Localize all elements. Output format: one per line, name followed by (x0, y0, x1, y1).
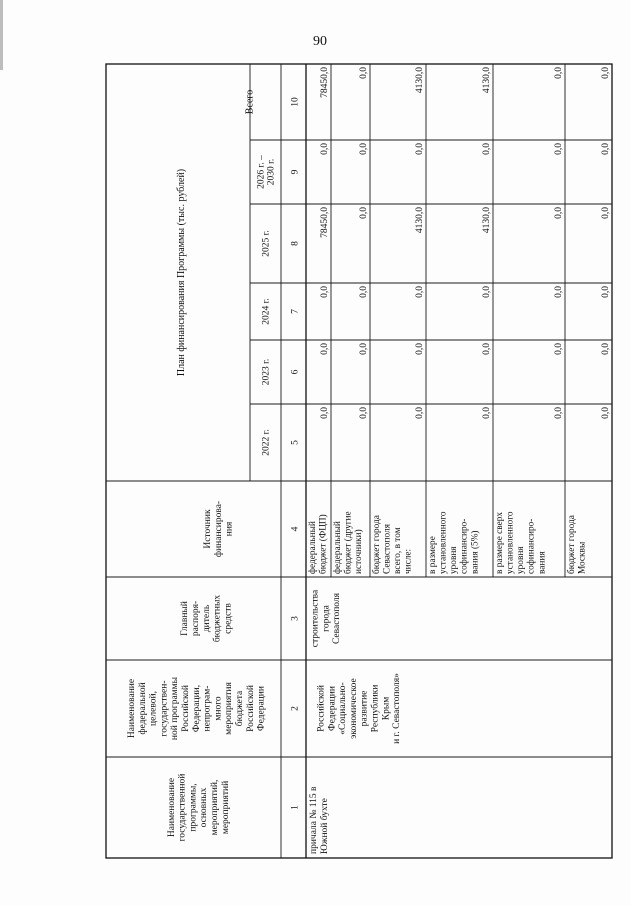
row-label-col1-line: Южной бухте (319, 798, 330, 854)
row-4-value-7: 0,0 (554, 286, 564, 298)
header-col1-line: мероприятий (220, 780, 231, 835)
column-number-10: 10 (290, 97, 301, 107)
header-col2-line: Федерации (256, 686, 267, 731)
header-col1-line: программы, (188, 783, 199, 832)
row-1-value-7: 0,0 (359, 286, 369, 298)
header-col3-line: средств (223, 603, 234, 634)
header-col1-line: основных (199, 787, 210, 828)
header-year-2022: 2022 г. (261, 429, 272, 456)
header-col2-line: ной программы (170, 676, 181, 741)
row-2-source-line: бюджет города (371, 515, 382, 574)
row-3-source-line: в размере (427, 536, 438, 574)
column-number-8: 8 (290, 241, 301, 246)
column-number-6: 6 (290, 369, 301, 375)
header-col4 (203, 501, 235, 557)
row-label-col2-line: Республики (370, 684, 381, 733)
row-label-col1 (309, 786, 330, 854)
row-label-col3-line: Севастополя (332, 592, 343, 645)
row-4-source-line: вания (537, 551, 548, 574)
row-4-source-line: софинансиро- (526, 518, 537, 574)
row-0-source-line: федеральный (307, 521, 318, 574)
row-0-value-7: 0,0 (320, 286, 330, 298)
row-label-col2 (316, 673, 403, 744)
header-col3-line: распоря- (191, 600, 202, 637)
header-year-2024: 2024 г. (261, 298, 272, 325)
row-2-source-line: числе: (403, 548, 414, 574)
row-1-value-10: 0,0 (359, 67, 369, 79)
row-5-value-8: 0,0 (601, 207, 611, 219)
row-5-value-9: 0,0 (601, 143, 611, 155)
row-label-col2-line: и г. Севастополя» (392, 673, 403, 744)
row-3-value-10: 4130,0 (482, 67, 492, 94)
column-number-9: 9 (290, 169, 301, 175)
row-0-value-5: 0,0 (320, 407, 330, 419)
row-0-value-10: 78450,0 (320, 67, 330, 98)
header-col1-line: мероприятий, (210, 779, 221, 836)
row-2-value-7: 0,0 (415, 286, 425, 298)
row-4-source-line: уровня (516, 546, 527, 574)
row-2-source-line: всего, в том (393, 527, 404, 574)
header-col3-line: бюджетных (212, 594, 223, 643)
row-3-source-line: софинансиро- (459, 518, 470, 574)
header-col2 (127, 676, 267, 740)
header-col4-line: ния (224, 521, 235, 537)
row-1-value-6: 0,0 (359, 343, 369, 355)
row-2-value-5: 0,0 (415, 407, 425, 419)
header-col2-line: непрограм- (202, 685, 213, 732)
row-1-value-8: 0,0 (359, 207, 369, 219)
row-3-value-6: 0,0 (482, 343, 492, 355)
row-0-value-6: 0,0 (320, 343, 330, 355)
row-5-value-6: 0,0 (601, 343, 611, 355)
header-col2-line: целевой, (148, 691, 159, 726)
row-3-source-line: установленного (438, 511, 449, 574)
header-col2-line: бюджета (235, 690, 246, 727)
row-4-value-6: 0,0 (554, 343, 564, 355)
row-4-value-9: 0,0 (554, 143, 564, 155)
row-4-value-8: 0,0 (554, 207, 564, 219)
row-3-value-7: 0,0 (482, 286, 492, 298)
header-year-2026-2030 (257, 155, 277, 189)
row-4-value-10: 0,0 (554, 67, 564, 79)
row-0-source (307, 514, 329, 574)
row-3-source-line: уровня (449, 546, 460, 574)
row-1-value-5: 0,0 (359, 407, 369, 419)
row-5-source (566, 515, 588, 574)
row-1-source-line: источники) (354, 529, 365, 574)
row-5-value-10: 0,0 (601, 67, 611, 79)
row-label-col2-line: экономическое (348, 678, 359, 739)
column-number-4: 4 (290, 526, 301, 532)
header-plan-title: План финансирования Программы (тыс. рублей) (176, 168, 187, 377)
header-col1-line: государственной (177, 773, 188, 842)
column-number-5: 5 (290, 440, 301, 445)
header-col3-line: дитель (201, 604, 212, 633)
column-number-1: 1 (290, 805, 301, 810)
row-4-source-line: установленного (505, 511, 516, 574)
row-3-source-line: вания (5%) (470, 530, 481, 574)
header-year-2026-2030-line: 2030 г. (266, 158, 277, 186)
header-year-2026-2030-line: 2026 г. – (256, 155, 267, 189)
column-number-2: 2 (290, 706, 301, 711)
header-col1-line: Наименование (166, 777, 177, 838)
column-number-3: 3 (290, 616, 301, 621)
header-col2-line: Российской (245, 685, 256, 732)
header-total: Всего (244, 89, 256, 115)
header-col2-line: государствен- (159, 680, 170, 737)
row-2-value-6: 0,0 (415, 343, 425, 355)
row-2-source (371, 515, 414, 574)
row-4-value-5: 0,0 (554, 407, 564, 419)
header-col1 (167, 774, 231, 842)
header-col2-line: мероприятия (224, 682, 235, 735)
row-5-source-line: Москвы (577, 541, 588, 574)
row-5-value-7: 0,0 (601, 286, 611, 298)
header-col3 (179, 595, 233, 643)
row-2-value-8: 4130,0 (415, 207, 425, 234)
column-number-7: 7 (290, 309, 301, 314)
row-label-col1-line: причала № 115 в (309, 786, 320, 854)
header-col4-line: Источник (203, 509, 214, 549)
header-col2-line: много (213, 696, 224, 721)
row-1-value-9: 0,0 (359, 143, 369, 155)
row-4-source (495, 511, 547, 574)
row-label-col2-line: Федерации (327, 686, 338, 731)
header-year-2025: 2025 г. (261, 230, 272, 257)
header-col3-line: Главный (180, 601, 191, 636)
row-3-value-5: 0,0 (482, 407, 492, 419)
row-0-source-line: бюджет (ФЦП) (318, 514, 329, 574)
row-label-col3-line: города (321, 605, 332, 632)
row-label-col2-line: развитие (359, 690, 370, 727)
header-col4-line: финансирова- (213, 500, 224, 558)
header-col2-line: Федерации, (191, 684, 202, 733)
row-0-value-8: 78450,0 (320, 207, 330, 238)
row-3-source (428, 511, 480, 574)
row-5-value-5: 0,0 (601, 407, 611, 419)
row-2-source-line: Севастополя (382, 524, 393, 574)
row-5-source-line: бюджет города (566, 515, 577, 574)
row-label-col3-line: строительства (310, 589, 321, 648)
row-2-value-9: 0,0 (415, 143, 425, 155)
row-1-source (332, 511, 364, 574)
header-col2-line: Российской (181, 685, 192, 732)
row-1-source-line: федеральный (332, 521, 343, 574)
page-number: 90 (313, 34, 327, 49)
header-year-2023: 2023 г. (261, 358, 272, 386)
header-col2-line: Наименование (127, 678, 138, 739)
row-label-col2-line: Российской (316, 685, 327, 732)
row-2-value-10: 4130,0 (415, 67, 425, 94)
row-0-value-9: 0,0 (320, 143, 330, 155)
header-col2-line: федеральной (137, 682, 148, 735)
row-label-col2-line: Крым (381, 696, 392, 721)
row-3-value-9: 0,0 (482, 143, 492, 155)
row-4-source-line: в размере сверх (494, 511, 505, 574)
row-3-value-8: 4130,0 (482, 207, 492, 234)
row-1-source-line: бюджет (другие (343, 511, 354, 574)
row-label-col3 (311, 589, 343, 647)
row-label-col2-line: «Социально- (338, 682, 349, 735)
